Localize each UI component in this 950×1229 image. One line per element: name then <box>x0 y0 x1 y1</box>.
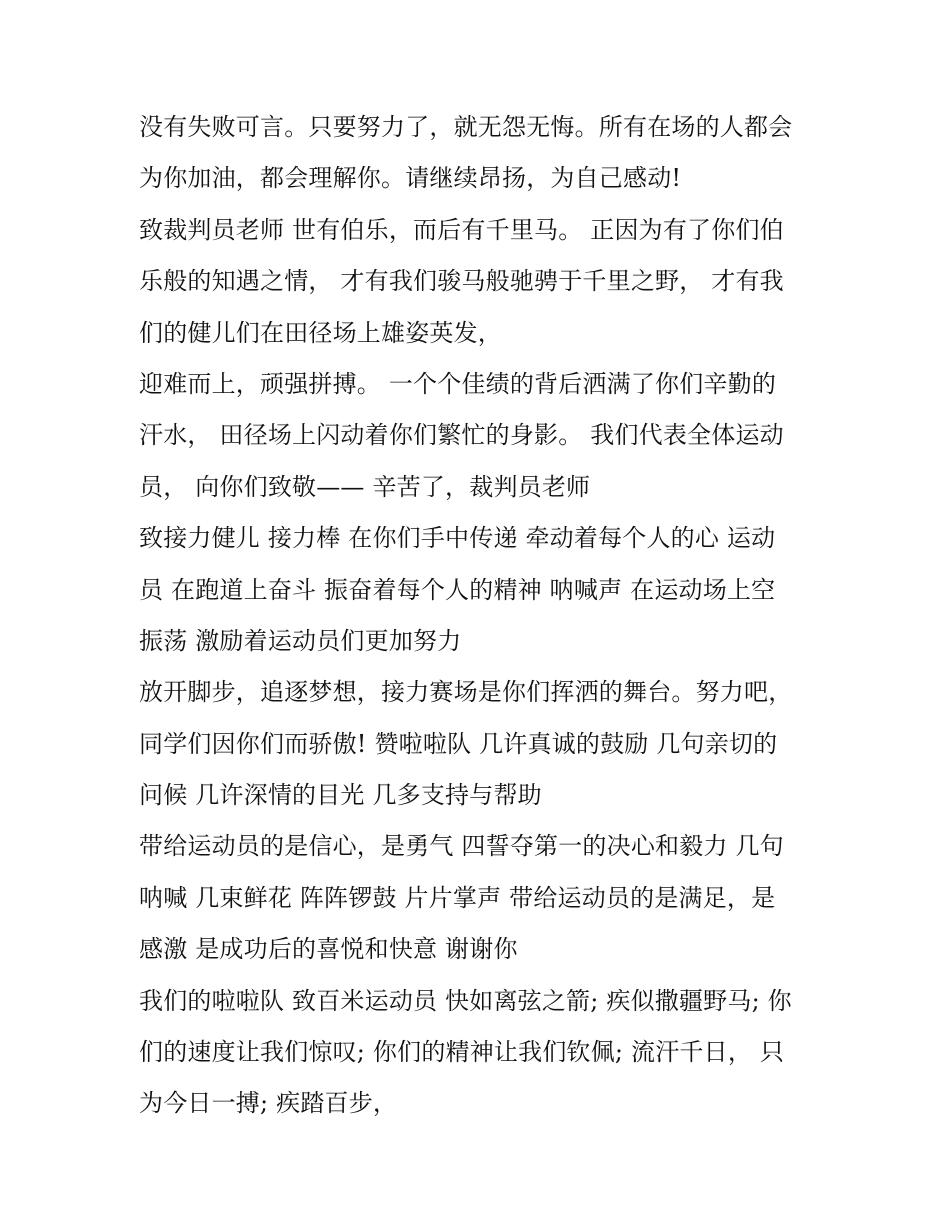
text-line: 乐般的知遇之情， 才有我们骏马般驰骋于千里之野， 才有我 <box>139 267 784 296</box>
text-line: 感激 是成功后的喜悦和快意 谢谢你 <box>139 935 518 964</box>
text-line: 致裁判员老师 世有伯乐，而后有千里马。 正因为有了你们伯 <box>139 215 784 244</box>
text-line: 振荡 激励着运动员们更加努力 <box>139 626 462 655</box>
text-line: 迎难而上，顽强拼搏。 一个个佳绩的背后洒满了你们辛勤的 <box>139 369 777 398</box>
text-line: 呐喊 几束鲜花 阵阵锣鼓 片片掌声 带给运动员的是满足，是 <box>139 883 776 912</box>
text-line: 员 在跑道上奋斗 振奋着每个人的精神 呐喊声 在运动场上空 <box>139 575 776 604</box>
text-line: 们的速度让我们惊叹; 你们的精神让我们钦佩; 流汗千日， 只 <box>139 1038 785 1067</box>
text-line: 带给运动员的是信心，是勇气 四誓夺第一的决心和毅力 几句 <box>139 832 784 861</box>
document-body <box>139 108 819 1136</box>
text-line: 同学们因你们而骄傲! 赞啦啦队 几许真诚的鼓励 几句亲切的 <box>139 729 778 758</box>
text-line: 员， 向你们致敬—— 辛苦了，裁判员老师 <box>139 472 591 501</box>
text-line: 放开脚步，追逐梦想，接力赛场是你们挥洒的舞台。努力吧， <box>139 678 793 707</box>
text-line: 为你加油，都会理解你。请继续昂扬，为自己感动! <box>139 164 682 193</box>
text-line: 问候 几许深情的目光 几多支持与帮助 <box>139 781 542 810</box>
text-line: 致接力健儿 接力棒 在你们手中传递 牵动着每个人的心 运动 <box>139 524 776 553</box>
text-line: 们的健儿们在田径场上雄姿英发， <box>139 318 502 347</box>
text-line: 汗水， 田径场上闪动着你们繁忙的身影。 我们代表全体运动 <box>139 421 784 450</box>
text-line: 我们的啦啦队 致百米运动员 快如离弦之箭; 疾似撒疆野马; 你 <box>139 986 792 1015</box>
text-line: 没有失败可言。只要努力了，就无怨无悔。所有在场的人都会 <box>139 113 793 141</box>
text-line: 为今日一搏; 疾踏百步， <box>139 1089 398 1118</box>
